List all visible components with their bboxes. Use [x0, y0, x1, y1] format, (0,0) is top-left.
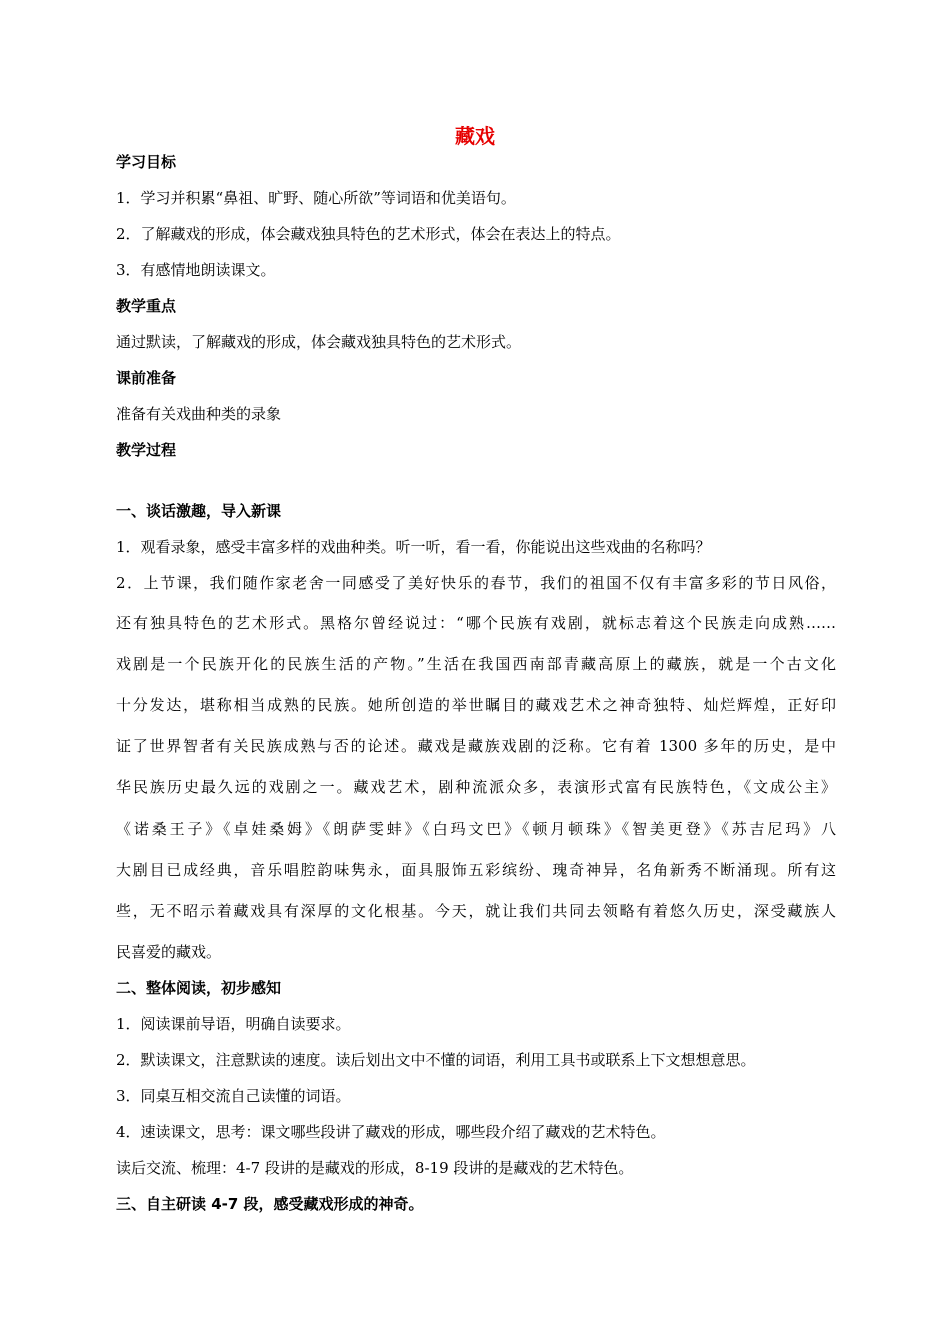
prep-text: 准备有关戏曲种类的录象: [116, 405, 282, 423]
goal-item: 2．了解藏戏的形成，体会藏戏独具特色的艺术形式，体会在表达上的特点。: [116, 225, 621, 243]
goal-item: 1．学习并积累“鼻祖、旷野、随心所欲”等词语和优美语句。: [116, 189, 516, 207]
process-heading: 教学过程: [116, 441, 177, 459]
prep-heading: 课前准备: [116, 369, 177, 387]
section1-paragraph-line: 还有独具特色的艺术形式。黑格尔曾经说过：“哪个民族有戏剧，就标志着这个民族走向成熟……: [116, 614, 836, 632]
section2-item: 2．默读课文，注意默读的速度。读后划出文中不懂的词语，利用工具书或联系上下文想想意思。: [116, 1051, 756, 1069]
section1-paragraph-line: 《诺桑王子》《卓娃桑姆》《朗萨雯蚌》《白玛文巴》《顿月顿珠》《智美更登》《苏吉尼玛》八: [116, 820, 836, 838]
section1-paragraph-line: 戏剧是一个民族开化的民族生活的产物。”生活在我国西南部青藏高原上的藏族，就是一个古文化: [116, 655, 836, 673]
section1-paragraph-line: 证了世界智者有关民族成熟与否的论述。藏戏是藏族戏剧的泛称。它有着 1300 多年的历史，是中: [116, 737, 836, 755]
section1-paragraph-line: 民喜爱的藏戏。: [116, 943, 222, 961]
section1-heading: 一、谈话激趣，导入新课: [116, 502, 282, 520]
section1-paragraph-line: 大剧目已成经典，音乐唱腔韵味隽永，面具服饰五彩缤纷、瑰奇神异，名角新秀不断涌现。所有这: [116, 861, 836, 879]
focus-text: 通过默读，了解藏戏的形成，体会藏戏独具特色的艺术形式。: [116, 333, 522, 351]
section1-paragraph-line: 些，无不昭示着藏戏具有深厚的文化根基。今天，就让我们共同去领略有着悠久历史，深受藏族人: [116, 902, 836, 920]
section2-item: 1．阅读课前导语，明确自读要求。: [116, 1015, 351, 1033]
section1-paragraph-line: 华民族历史最久远的戏剧之一。藏戏艺术，剧种流派众多，表演形式富有民族特色，《文成公主》: [116, 778, 836, 796]
section2-item: 4．速读课文，思考：课文哪些段讲了藏戏的形成，哪些段介绍了藏戏的艺术特色。: [116, 1123, 666, 1141]
section2-item: 读后交流、梳理：4-7 段讲的是藏戏的形成，8-19 段讲的是藏戏的艺术特色。: [116, 1159, 634, 1177]
document-title: 藏戏: [455, 124, 495, 148]
section2-item: 3．同桌互相交流自己读懂的词语。: [116, 1087, 351, 1105]
focus-heading: 教学重点: [116, 297, 177, 315]
goal-item: 3．有感情地朗读课文。: [116, 261, 276, 279]
section1-paragraph-line: 十分发达，堪称相当成熟的民族。她所创造的举世瞩目的藏戏艺术之神奇独特、灿烂辉煌，正好印: [116, 696, 836, 714]
section2-heading: 二、整体阅读，初步感知: [116, 979, 282, 997]
section3-heading: 三、自主研读 4-7 段，感受藏戏形成的神奇。: [116, 1195, 424, 1213]
section1-item: 1．观看录象，感受丰富多样的戏曲种类。听一听，看一看，你能说出这些戏曲的名称吗？: [116, 538, 711, 556]
section1-paragraph-line: 2．上节课，我们随作家老舍一同感受了美好快乐的春节，我们的祖国不仅有丰富多彩的节日风俗，: [116, 574, 836, 592]
goals-heading: 学习目标: [116, 153, 177, 171]
